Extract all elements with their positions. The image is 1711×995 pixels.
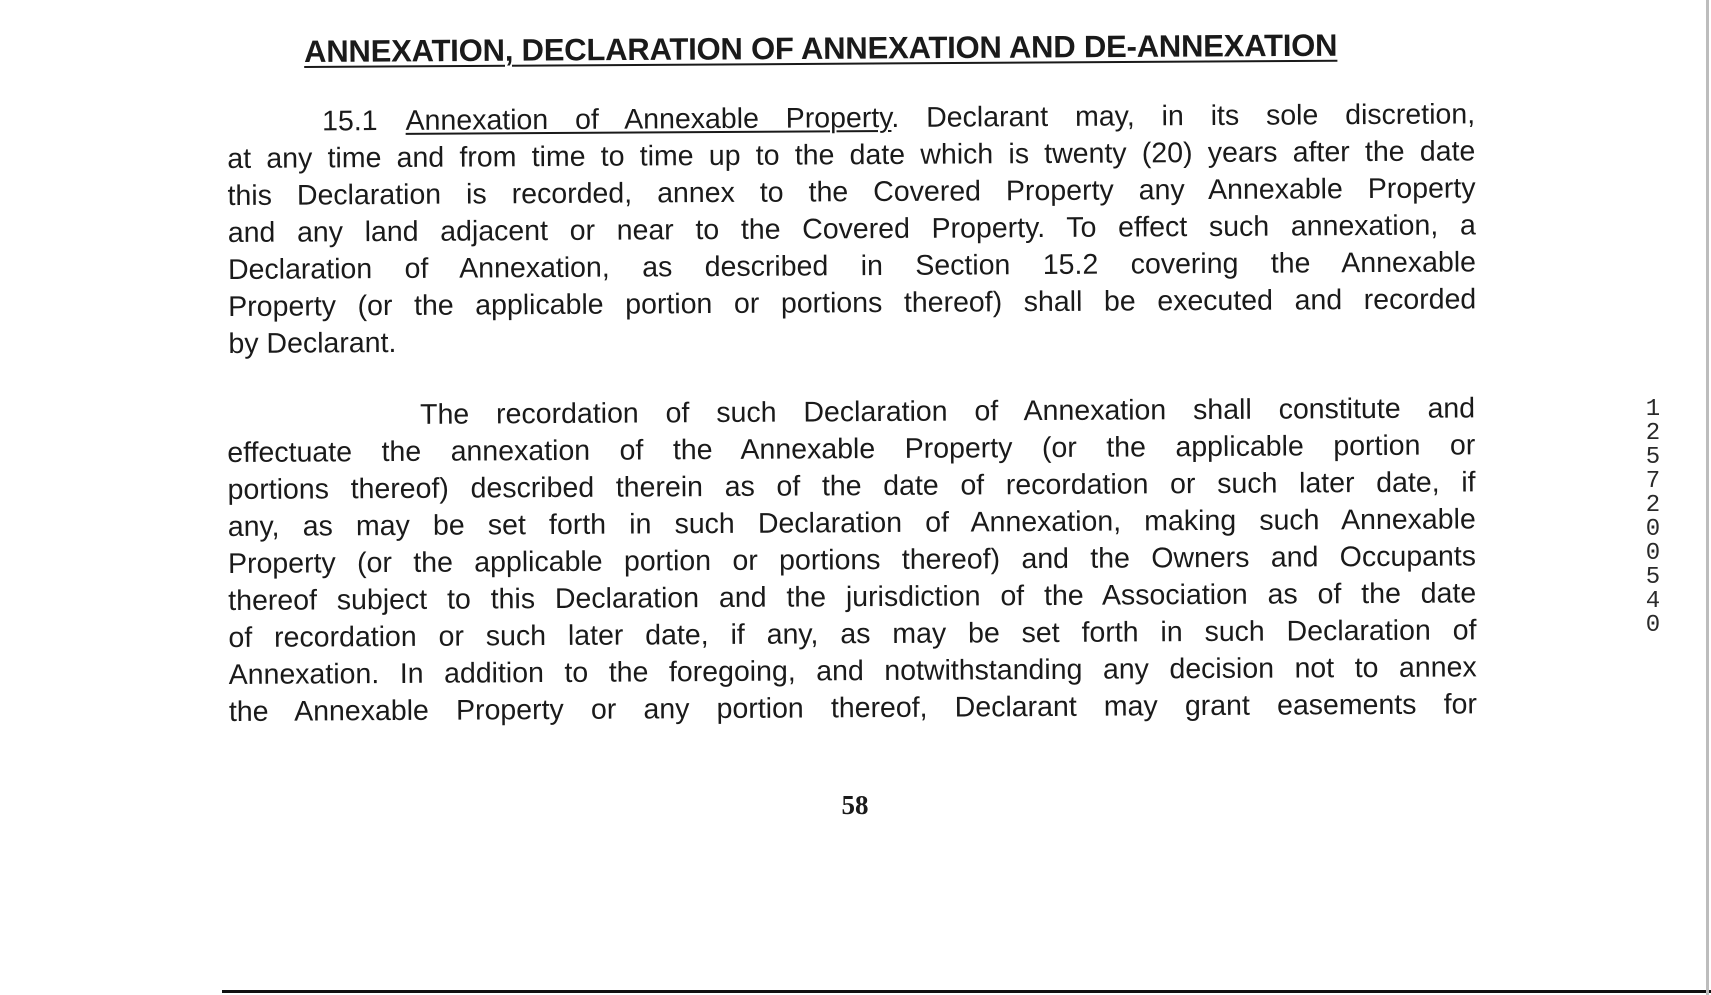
- scan-right-edge: [1706, 0, 1709, 995]
- paragraph-line: portions thereof) described therein as of the date of recordation or such later date, if: [227, 466, 1476, 506]
- paragraph-section-15-1: [227, 96, 1477, 363]
- recording-stamp-number: 12572 00540: [1645, 396, 1675, 639]
- page-bottom-edge: [222, 990, 1711, 993]
- page-heading: ANNEXATION, DECLARATION OF ANNEXATION AND DE-ANNEXATION: [304, 27, 1338, 69]
- paragraph-line: by Declarant.: [228, 326, 397, 360]
- paragraph-line: effectuate the annexation of the Annexable Property (or the applicable portion or: [227, 429, 1476, 469]
- paragraph-line: Annexation. In addition to the foregoing, and notwithstanding any decision not to annex: [228, 651, 1477, 691]
- paragraph-line: this Declaration is recorded, annex to the Covered Property any Annexable Property: [227, 172, 1476, 212]
- paragraph-line: the Annexable Property or any portion thereof, Declarant may grant easements for: [228, 688, 1477, 728]
- paragraph-line: Property (or the applicable portion or portions thereof) and the Owners and Occupants: [227, 540, 1477, 580]
- paragraph-line-text: . Declarant may, in its sole discretion,: [891, 98, 1476, 134]
- paragraph-line: at any time and from time to time up to the date which is twenty (20) years after the date: [227, 135, 1476, 175]
- paragraph-line: Property (or the applicable portion or portions thereof) shall be executed and recorded: [228, 283, 1477, 323]
- section-title: Annexation of Annexable Property: [405, 101, 892, 137]
- paragraph-line: thereof subject to this Declaration and the jurisdiction of the Association as of the date: [228, 577, 1477, 617]
- paragraph-recordation: [227, 390, 1477, 731]
- paragraph-line: of recordation or such later date, if any, as may be set forth in such Declaration of: [228, 614, 1477, 654]
- paragraph-line: any, as may be set forth in such Declaration of Annexation, making such Annexable: [227, 503, 1476, 543]
- paragraph-line: The recordation of such Declaration of Annexation shall constitute and: [420, 392, 1476, 431]
- page-number: 58: [841, 790, 869, 820]
- paragraph-line: Declaration of Annexation, as described in Section 15.2 covering the Annexable: [227, 246, 1477, 286]
- paragraph-line: and any land adjacent or near to the Covered Property. To effect such annexation, a: [227, 209, 1476, 249]
- section-number: 15.1: [322, 105, 378, 138]
